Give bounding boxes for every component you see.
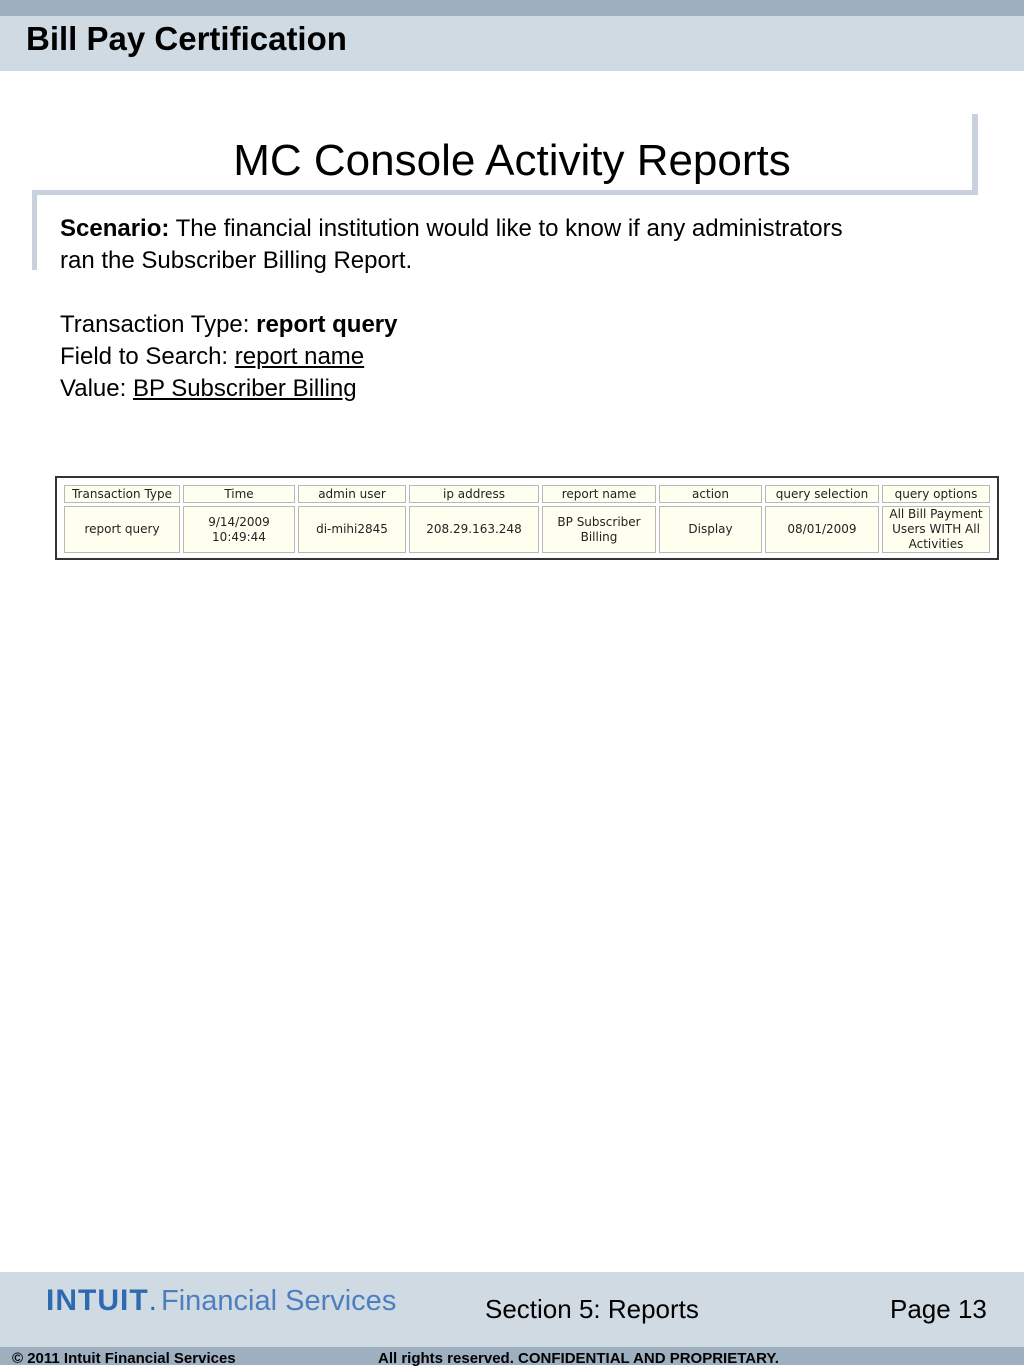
col-header-ip-address: ip address <box>409 485 539 503</box>
report-header-row <box>64 485 990 503</box>
title-frame-left <box>32 190 37 270</box>
logo-dot: . <box>148 1284 157 1317</box>
top-strip <box>0 0 1024 16</box>
field-label: Field to Search: <box>60 343 235 370</box>
intuit-logo <box>46 1284 396 1324</box>
table-row <box>64 506 990 553</box>
title-frame-top <box>32 190 978 195</box>
scenario-description: The financial institution would like to know if any administrators <box>169 215 843 242</box>
col-header-query-options: query options <box>882 485 990 503</box>
transaction-type-value: report query <box>256 311 398 338</box>
cell-query-selection: 08/01/2009 <box>765 506 879 553</box>
col-header-admin-user: admin user <box>298 485 406 503</box>
transaction-type-line <box>60 309 960 341</box>
page-number: Page 13 <box>890 1294 987 1324</box>
cell-admin-user: di-mihi2845 <box>298 506 406 553</box>
transaction-type-label: Transaction Type: <box>60 311 257 338</box>
value-label: Value: <box>60 375 133 402</box>
cell-report-name: BP Subscriber Billing <box>542 506 656 553</box>
logo-mark: INTUIT <box>46 1284 149 1317</box>
field-line <box>60 341 960 373</box>
section-label: Section 5: Reports <box>485 1294 699 1324</box>
rights-text: All rights reserved. CONFIDENTIAL AND PROPRIETARY. <box>378 1350 779 1367</box>
report-table <box>61 482 993 556</box>
scenario-label: Scenario: <box>60 215 170 242</box>
cell-ip-address: 208.29.163.248 <box>409 506 539 553</box>
scenario-text <box>60 213 960 405</box>
cell-transaction-type: report query <box>64 506 180 553</box>
cell-time: 9/14/2009 10:49:44 <box>183 506 295 553</box>
field-value: report name <box>234 343 365 370</box>
cell-action: Display <box>659 506 762 553</box>
col-header-time: Time <box>183 485 295 503</box>
cell-query-options: All Bill Payment Users WITH All Activities <box>882 506 990 553</box>
slide-title: MC Console Activity Reports <box>233 136 791 185</box>
col-header-query-selection: query selection <box>765 485 879 503</box>
spacer <box>60 277 960 309</box>
logo-subtitle: Financial Services <box>161 1285 397 1317</box>
value-value: BP Subscriber Billing <box>132 375 357 402</box>
col-header-action: action <box>659 485 762 503</box>
copyright-text: © 2011 Intuit Financial Services <box>12 1350 236 1367</box>
report-screenshot <box>55 476 999 560</box>
col-header-report-name: report name <box>542 485 656 503</box>
value-line <box>60 373 960 405</box>
scenario-line-1 <box>60 213 960 245</box>
col-header-transaction-type: Transaction Type <box>64 485 180 503</box>
header-title: Bill Pay Certification <box>26 20 347 57</box>
scenario-line-2: ran the Subscriber Billing Report. <box>60 247 413 274</box>
